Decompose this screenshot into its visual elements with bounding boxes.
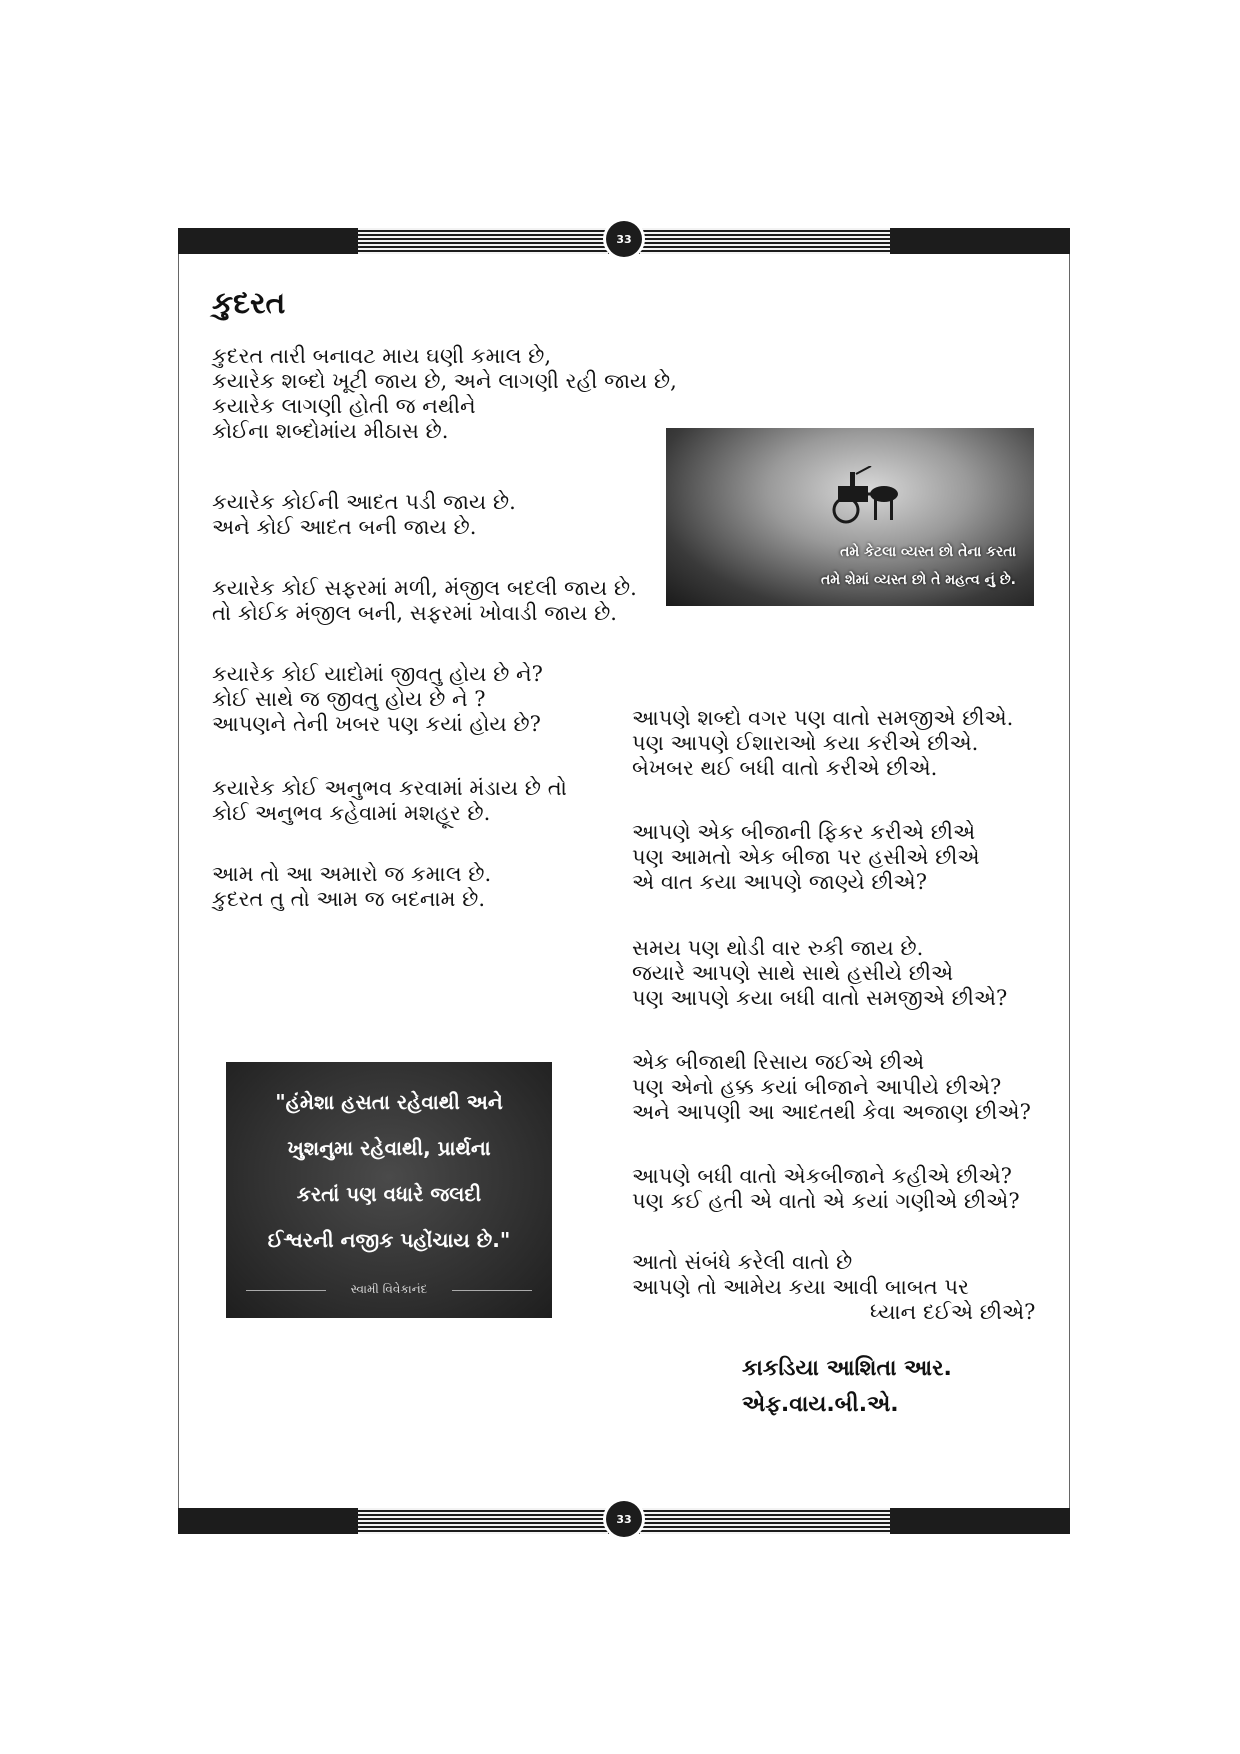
poem-line: કુદરત તુ તો આમ જ બદનામ છે. [212,887,486,911]
quote-line: ઈશ્વરની નજીક પહોંચાય છે." [267,1228,511,1252]
poem-line: કોઈ અનુભવ કહેવામાં મશહૂર છે. [212,801,491,825]
author-name: કાકડિયા આશિતા આર. [742,1356,952,1381]
poem-line: કયારેક લાગણી હોતી જ નથીને [212,394,476,418]
poem-line: કયારેક કોઈની આદત પડી જાય છે. [212,490,516,514]
poem-line: સમય પણ થોડી વાર રુકી જાય છે. [632,936,924,960]
photo-caption-line: તમે કેટલા વ્યસ્ત છો તેના કરતા [840,544,1016,560]
poem-line: પણ આમતો એક બીજા પર હસીએ છીએ [632,845,980,869]
bullock-cart-icon [816,466,906,526]
poem-line: આપણે શબ્દો વગર પણ વાતો સમજીએ છીએ. [632,706,1014,730]
poem-line: એ વાત કયા આપણે જાણ્યે છીએ? [632,870,927,894]
poem-line: કોઈ સાથે જ જીવતુ હોય છે ને ? [212,687,486,711]
poem-line: કયારેક કોઈ યાદોમાં જીવતુ હોય છે ને? [212,662,543,686]
page-number: 33 [606,1501,642,1537]
footer-band [178,1508,1070,1534]
quote-line: ખુશનુમા રહેવાથી, પ્રાર્થના [287,1136,491,1160]
vivekananda-quote-image [226,1062,552,1318]
header-stripes-right [640,228,890,254]
right-stanza-4 [632,1050,1031,1125]
poem-line: અને આપણી આ આદતથી કેવા અજાણ છીએ? [632,1100,1031,1124]
poem-line: પણ કઈ હતી એ વાતો એ કયાં ગણીએ છીએ? [632,1189,1020,1213]
left-stanza-3 [212,576,637,626]
right-stanza-5 [632,1164,1020,1214]
header-stripes-left [358,228,608,254]
poem-line: પણ આપણે ઈશારાઓ કયા કરીએ છીએ. [632,731,979,755]
quote-author: સ્વામી વિવેકાનંદ [350,1282,428,1296]
right-stanza-2 [632,820,980,895]
left-stanza-1 [212,344,677,444]
poem-line: જયારે આપણે સાથે સાથે હસીયે છીએ [632,961,954,985]
poem-line: કોઈના શબ્દોમાંય મીઠાસ છે. [212,419,449,443]
poem-line: આપણને તેની ખબર પણ કયાં હોય છે? [212,712,541,736]
bullock-cart-photo [666,428,1034,606]
right-stanza-1 [632,706,1013,781]
left-stanza-2 [212,490,516,540]
poem-line: અને કોઈ આદત બની જાય છે. [212,515,477,539]
quote-line: કરતાં પણ વધારે જલદી [296,1182,482,1206]
poem-line: આપણે બધી વાતો એકબીજાને કહીએ છીએ? [632,1164,1012,1188]
poem-line: એક બીજાથી રિસાય જઈએ છીએ [632,1050,925,1074]
author-class: એફ.વાય.બી.એ. [742,1392,899,1417]
quote-line: "હંમેશા હસતા રહેવાથી અને [275,1090,503,1114]
left-stanza-5 [212,776,567,826]
poem-line: બેખબર થઈ બધી વાતો કરીએ છીએ. [632,756,938,780]
header-band [178,228,1070,254]
right-stanza-3 [632,936,1007,1011]
poem-line: આમ તો આ અમારો જ કમાલ છે. [212,862,492,886]
poem-line: આતો સંબંધે કરેલી વાતો છે [632,1250,853,1274]
left-stanza-6 [212,862,491,912]
poem-line: તો કોઈક મંજીલ બની, સફરમાં ખોવાડી જાય છે. [212,601,617,625]
right-last-line [870,1300,1035,1325]
footer-stripes-left [358,1508,608,1534]
poem-line: પણ આપણે કયા બધી વાતો સમજીએ છીએ? [632,986,1008,1010]
poem-line: ધ્યાન દઈએ છીએ? [870,1300,1036,1324]
right-stanza-6 [632,1250,969,1300]
poem-title: કુદરત [212,286,286,321]
poem-line: આપણે એક બીજાની ફિકર કરીએ છીએ [632,820,976,844]
header-badge-icon: 33 [606,221,642,257]
poem-line: કયારેક કોઈ અનુભવ કરવામાં મંડાય છે તો [212,776,567,800]
photo-caption-line: તમે શેમાં વ્યસ્ત છો તે મહત્વ નું છે. [820,572,1016,588]
poem-line: પણ એનો હક્ક કયાં બીજાને આપીયે છીએ? [632,1075,1002,1099]
poem-line: કયારેક શબ્દો ખૂટી જાય છે, અને લાગણી રહી જાય છે, [212,369,677,393]
footer-stripes-right [640,1508,890,1534]
poem-line: કયારેક કોઈ સફરમાં મળી, મંજીલ બદલી જાય છે. [212,576,637,600]
left-stanza-4 [212,662,543,737]
poem-line: આપણે તો આમેય કયા આવી બાબત પર [632,1275,969,1299]
poem-line: કુદરત તારી બનાવટ માય ઘણી કમાલ છે, [212,344,552,368]
